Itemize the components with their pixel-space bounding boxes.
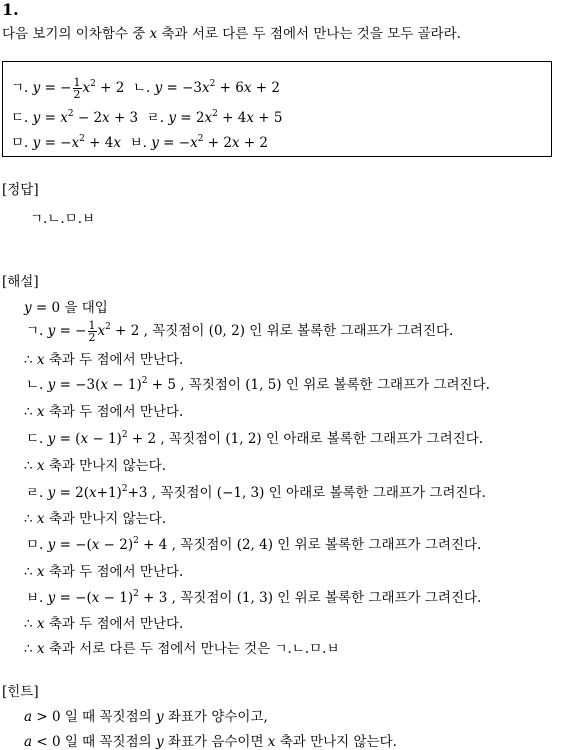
solution-n: ㄴ. $y = -3(x - 1)^2 + 5$ , 꼭짓점이 (1, 5) 인 위로 볼록한 그래프가 그려진다. <box>26 376 490 393</box>
solution-r-result: ∴ x 축과 만나지 않는다. <box>24 511 167 527</box>
solution-heading: [해설] <box>2 274 39 290</box>
solution-d-result: ∴ x 축과 만나지 않는다. <box>24 458 167 474</box>
solution-m: ㅁ. $y = -(x - 2)^2 + 4$ , 꼭짓점이 (2, 4) 인 위로 볼록한 그래프가 그려진다. <box>26 536 482 553</box>
solution-n-result: ∴ x 축과 두 점에서 만난다. <box>24 404 184 420</box>
answer-heading: [정답] <box>2 182 39 198</box>
solution-m-result: ∴ x 축과 두 점에서 만난다. <box>24 564 184 580</box>
solution-g-result: ∴ x 축과 두 점에서 만난다. <box>24 352 184 368</box>
hint-heading: [힌트] <box>2 684 39 700</box>
problem-number: 1. <box>2 0 19 19</box>
question-text: 다음 보기의 이차함수 중 x 축과 서로 다른 두 점에서 만나는 것을 모두 골라라. <box>2 26 461 42</box>
hint-line-2: a < 0 일 때 꼭짓점의 y 좌표가 음수이면 x 축과 만나지 않는다. <box>24 734 397 750</box>
solution-substitute: y = 0 을 대입 <box>24 300 108 316</box>
solution-g: ㄱ. y = − $\frac{1}{2}$ $x^2 + 2$ , 꼭짓점이 (0, 2) 인 위로 볼록한 그래프가 그려진다. <box>26 319 454 344</box>
choice-row-1: ㄱ. y = − $\frac{1}{2}$ $x^2 + 2$ ㄴ. $y = -3x^2 + 6x + 2$ <box>11 76 280 101</box>
choices-box <box>2 61 552 157</box>
choice-row-3: ㅁ. $y = -x^2 + 4x$ ㅂ. $y = -x^2 + 2x + 2$ <box>11 134 269 151</box>
solution-r: ㄹ. $y = 2(x+1)^2+3$ , 꼭짓점이 (−1, 3) 인 아래로 볼록한 그래프가 그려진다. <box>26 484 486 501</box>
solution-d: ㄷ. $y = (x - 1)^2 + 2$ , 꼭짓점이 (1, 2) 인 아래로 볼록한 그래프가 그려진다. <box>26 430 484 447</box>
answer-text: ㄱ.ㄴ.ㅁ.ㅂ <box>30 211 96 227</box>
hint-line-1: a > 0 일 때 꼭짓점의 y 좌표가 양수이고, <box>24 709 268 725</box>
solution-conclusion: ∴ x 축과 서로 다른 두 점에서 만나는 것은 ㄱ.ㄴ.ㅁ.ㅂ <box>24 641 340 657</box>
solution-b: ㅂ. $y = -(x - 1)^2 + 3$ , 꼭짓점이 (1, 3) 인 위로 볼록한 그래프가 그려진다. <box>26 589 482 606</box>
solution-b-result: ∴ x 축과 두 점에서 만난다. <box>24 616 184 632</box>
choice-row-2: ㄷ. $y = x^2 - 2x + 3$ ㄹ. $y = 2x^2 + 4x + 5$ <box>11 109 283 126</box>
